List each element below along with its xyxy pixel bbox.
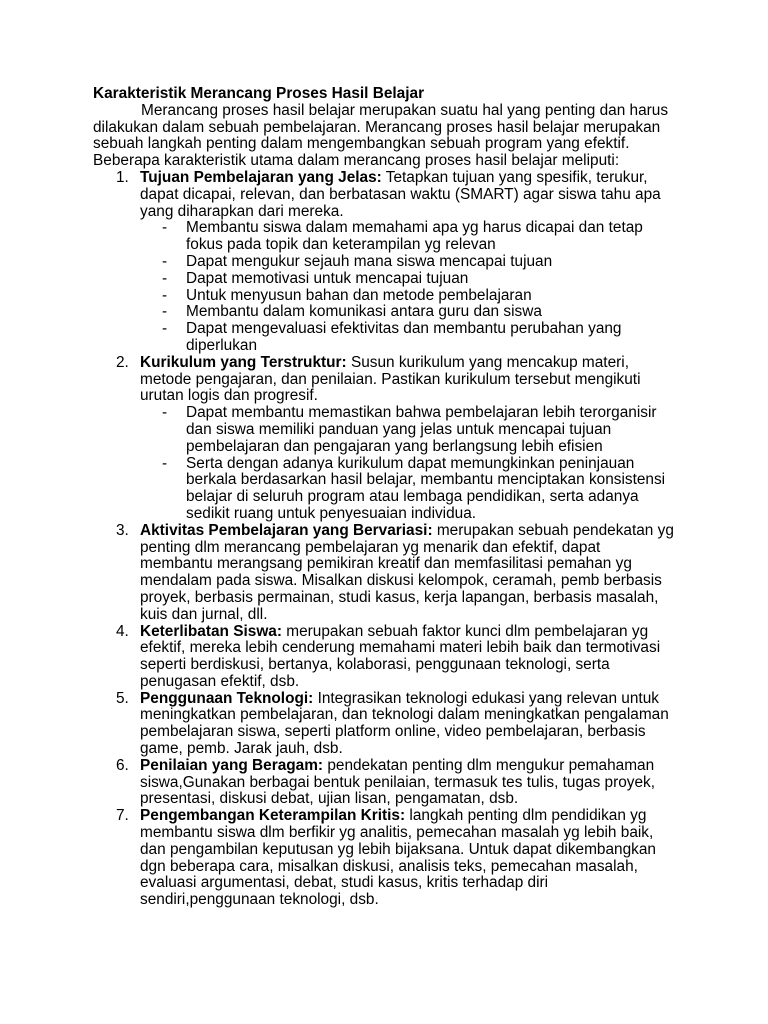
list-item	[93, 758, 675, 808]
intro-paragraph: Merancang proses hasil belajar merupakan suatu hal yang penting dan harus dilakukan dalam sebuah pembelajaran. Merancang proses hasil belajar merupakan sebuah langkah penting dalam mengembangkan sebuah program yang efektif. Beberapa karakteristik utama dalam merancang proses hasil belajar meliputi:	[93, 101, 669, 170]
sub-list-item	[140, 321, 675, 355]
sub-list-item-text: Untuk menyusun bahan dan metode pembelajaran	[186, 286, 532, 304]
list-item	[93, 170, 675, 355]
list-item-number: 1.	[116, 168, 129, 186]
list-item-text: pendekatan penting dlm mengukur pemahaman siswa,Gunakan berbagai bentuk penilaian, termasuk tes tulis, tugas proyek, presentasi, diskusi debat, ujian lisan, pengamatan, dsb.	[140, 756, 656, 808]
characteristics-list	[93, 170, 675, 909]
list-item-number: 5.	[116, 689, 129, 707]
list-item-text: Tetapkan tujuan yang spesifik, terukur, dapat dicapai, relevan, dan berbatasan waktu (SMART) agar siswa tahu apa yang diharapkan dari mereka.	[140, 168, 661, 220]
sub-list-item	[140, 271, 675, 288]
dash-bullet-icon: -	[162, 286, 168, 304]
list-item-text: langkah penting dlm pendidikan yg membantu siswa dlm berfikir yg analitis, pemecahan masalah yg lebih baik, dan pengambilan keputusan yg lebih bijaksana. Untuk dapat dikembangkan dgn beberapa cara, misalkan diskusi, analisis teks, pemecahan masalah, evaluasi argumentasi, debat, studi kasus, kritis terhadap diri sendiri,penggunaan teknologi, dsb.	[140, 807, 656, 909]
list-item-heading: Penilaian yang Beragam:	[140, 756, 324, 774]
sub-list-item-text: Dapat membantu memastikan bahwa pembelajaran lebih terorganisir dan siswa memiliki panduan yang jelas untuk mencapai tujuan pembelajaran dan pengajaran yang berlangsung lebih efisien	[186, 404, 657, 455]
list-item-heading: Aktivitas Pembelajaran yang Bervariasi:	[140, 521, 433, 539]
list-item	[93, 355, 675, 523]
sub-list-item-text: Dapat memotivasi untuk mencapai tujuan	[186, 269, 469, 287]
list-item-number: 2.	[116, 353, 129, 371]
list-item-number: 4.	[116, 622, 129, 640]
list-item-number: 3.	[116, 521, 129, 539]
sub-list-item	[140, 288, 675, 305]
dash-bullet-icon: -	[162, 219, 168, 237]
list-item-heading: Keterlibatan Siswa:	[140, 622, 282, 640]
sub-list-item	[140, 254, 675, 271]
list-item-text: Integrasikan teknologi edukasi yang relevan untuk meningkatkan pembelajaran, dan teknologi dalam meningkatkan pengalaman pembelajaran siswa, seperti platform online, video pembelajaran, berbasis game, pemb. Jarak jauh, dsb.	[140, 689, 669, 758]
sub-list-item-text: Dapat mengukur sejauh mana siswa mencapai tujuan	[186, 252, 553, 270]
sub-list-item	[140, 405, 675, 455]
document-title: Karakteristik Merancang Proses Hasil Belajar	[93, 85, 425, 102]
list-item-number: 6.	[116, 756, 129, 774]
sub-list-item-text: Dapat mengevaluasi efektivitas dan membantu perubahan yang diperlukan	[186, 320, 622, 354]
sub-list	[140, 220, 675, 354]
list-item-heading: Penggunaan Teknologi:	[140, 689, 314, 707]
list-item-heading: Kurikulum yang Terstruktur:	[140, 353, 347, 371]
dash-bullet-icon: -	[162, 404, 168, 422]
sub-list-item-text: Membantu dalam komunikasi antara guru dan siswa	[186, 303, 542, 321]
sub-list-item	[140, 304, 675, 321]
list-item-heading: Tujuan Pembelajaran yang Jelas:	[140, 168, 382, 186]
list-item	[93, 624, 675, 691]
document-page	[93, 86, 675, 909]
list-item	[93, 523, 675, 624]
dash-bullet-icon: -	[162, 303, 168, 321]
list-item-text: merupakan sebuah faktor kunci dlm pembelajaran yg efektif, mereka lebih cenderung memahami materi lebih baik dan termotivasi seperti berdiskusi, bertanya, kolaborasi, penggunaan teknologi, serta penugasan efektif, dsb.	[140, 622, 661, 690]
sub-list-item	[140, 220, 675, 254]
list-item-text: merupakan sebuah pendekatan yg penting dlm merancang pembelajaran yg menarik dan efektif, dapat membantu merangsang pemikiran kreatif dan memfasilitasi pemahan yg mendalam pada siswa. Misalkan diskusi kelompok, ceramah, pemb berbasis proyek, berbasis permainan, studi kasus, kerja lapangan, berbasis masalah, kuis dan jurnal, dll.	[140, 521, 674, 623]
list-item-text: Susun kurikulum yang mencakup materi, metode pengajaran, dan penilaian. Pastikan kurikulum tersebut mengikuti urutan logis dan progresif.	[140, 353, 641, 405]
list-item	[93, 691, 675, 758]
dash-bullet-icon: -	[162, 454, 168, 472]
dash-bullet-icon: -	[162, 320, 168, 338]
list-item-heading: Pengembangan Keterampilan Kritis:	[140, 807, 406, 825]
dash-bullet-icon: -	[162, 269, 168, 287]
sub-list	[140, 405, 675, 523]
dash-bullet-icon: -	[162, 252, 168, 270]
sub-list-item	[140, 456, 675, 523]
list-item	[93, 808, 675, 909]
sub-list-item-text: Membantu siswa dalam memahami apa yg harus dicapai dan tetap fokus pada topik dan keterampilan yg relevan	[186, 219, 643, 254]
sub-list-item-text: Serta dengan adanya kurikulum dapat memungkinkan peninjauan berkala berdasarkan hasil belajar, membantu menciptakan konsistensi belajar di seluruh program atau lembaga pendidikan, serta adanya sedikit ruang untuk penyesuaian individua.	[186, 454, 666, 522]
list-item-number: 7.	[116, 807, 129, 825]
